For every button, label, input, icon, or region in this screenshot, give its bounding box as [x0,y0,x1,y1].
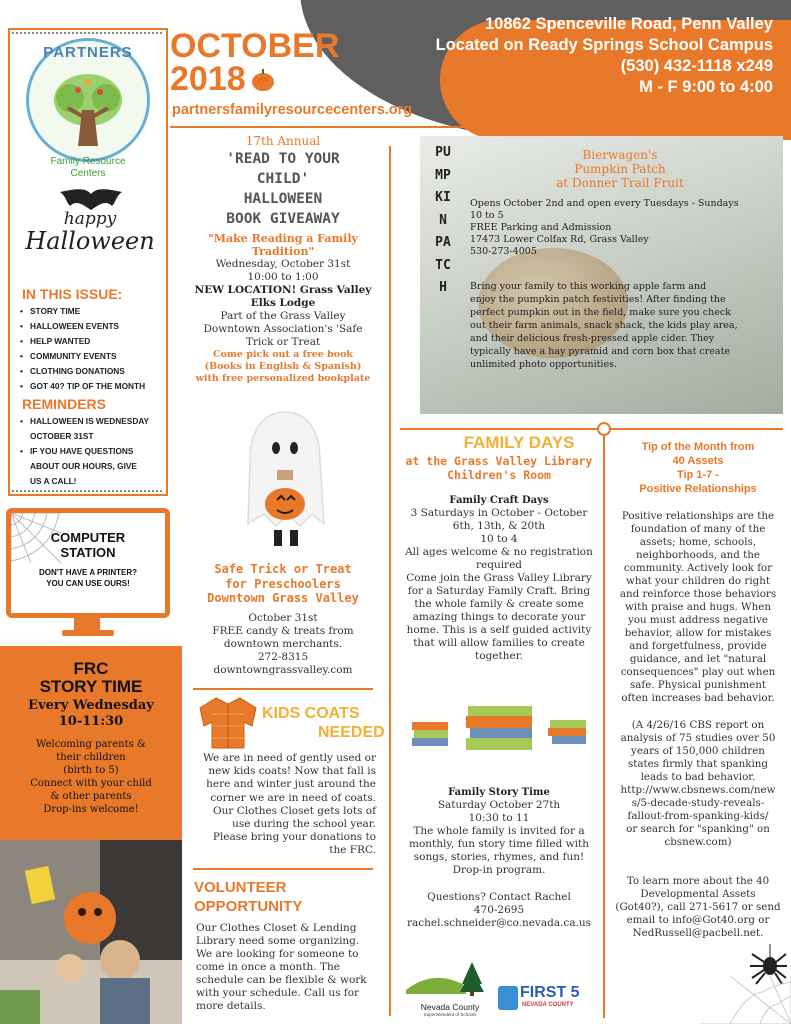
books-icon [408,700,590,760]
volunteer-body [196,922,380,1013]
coats-line: new kids coats! Now that fall is [208,765,376,778]
nevada-line1: Nevada County [420,1002,480,1012]
story-time-text [4,660,178,816]
spiderweb-corner-icon [700,976,791,1024]
story-when-line1: Every Wednesday [28,698,154,713]
volunteer-line: Library need some organizing. [196,935,360,947]
year-title: 2018 [170,60,246,98]
coats-title-line1: KIDS COATS [262,705,360,722]
divider-tip-top [611,428,783,430]
patch-desc-line: unlimited photo opportunities. [470,359,617,370]
hours: M - F 9:00 to 4:00 [639,78,773,96]
craft-heading: Family Craft Days [449,495,549,506]
coats-line: Our Clothes Closet gets lots of [213,804,376,817]
phone: (530) 432-1118 x249 [620,57,773,75]
tip-body-line: neighborhoods, and the [636,549,760,561]
logo-name-line1: Family Resource [50,156,126,167]
tip-report-line: leads to bad behavior. [640,771,756,783]
giveaway-title-line: HALLOWEEN [243,191,323,207]
patch-desc-line: typically have a hay pyramid and corn box that create [470,346,731,357]
giveaway-pickup-line: Come pick out a free book [212,349,353,360]
issue-item: • COMMUNITY EVENTS [18,349,164,364]
coats-title-line2: NEEDED [318,724,385,741]
address-line1: 10862 Spenceville Road, Penn Valley [485,15,773,33]
divider-mid [389,146,391,1016]
giveaway-location-line: NEW LOCATION! Grass Valley [194,284,372,296]
story-time-line: songs, stories, rhymes, and fun! [413,851,585,863]
tip-report-line: http://www.cbsnews.com/new [620,784,776,796]
halloween-text: Halloween [25,227,155,255]
tip-learn-line: email to info@Got40.org or [626,914,770,926]
first5-logo [498,984,582,1014]
giveaway-date: Wednesday, October 31st [215,258,351,270]
giveaway-pickup-line: (Books in English & Spanish) [204,361,362,372]
ghost-icon [240,408,330,558]
sidebar-dots-top [12,32,162,35]
tip-title-line: Positive Relationships [639,483,757,495]
story-time-photo [0,840,182,1024]
tip-learn-line: Developmental Assets [640,888,756,900]
giveaway-title-line: CHILD' [256,171,310,187]
tip-body-line: safe. Physical punishment [630,679,766,691]
first5-sub: NEVADA COUNTY [522,1002,574,1008]
craft-line: 10 to 4 [480,533,518,545]
pumpkin-patch-word: PUMPKIN PATCH [435,145,451,295]
tip-body-line: and forgetfulness, provide [629,640,767,652]
story-time-line: The whole family is invited for a [413,825,585,837]
tip-body-line: with praise and hugs. When [624,601,771,613]
story-time-heading: Family Story Time [448,787,550,798]
giveaway-part-line: Part of the Grass Valley [220,310,346,322]
coats-line: corner we are in need of coats. [210,791,376,804]
issue-item: • STORY TIME [18,304,164,319]
logo-arc-text: PARTNERS [43,44,133,61]
divider-coats-top [193,688,373,690]
logo-name [18,156,158,180]
volunteer-line: more details. [196,1000,266,1012]
patch-title-line: Bierwagen's [582,148,658,162]
craft-line: the whole family & create some [414,598,584,610]
tip-learn-line: To learn more about the 40 [626,875,770,887]
preschool-line: FREE candy & treats from [212,624,354,637]
craft-line: 6th, 13th, & 20th [452,520,546,532]
monitor-base [62,630,114,636]
giveaway-location-line: Elks Lodge [250,297,316,309]
pumpkin-patch-info [470,198,782,258]
reminder-item: • IF YOU HAVE QUESTIONS ABOUT OUR HOURS, GIVE US A CALL! [18,444,158,489]
tip-body-line: what your children do right [626,575,770,587]
family-days-sub-line: Children's Room [447,468,551,482]
preschool-line: downtown merchants. [223,637,343,650]
tip-title-line: Tip 1-7 - [677,469,719,481]
computer-sub-line1: DON'T HAVE A PRINTER? [38,568,138,577]
patch-info-line: 530-273-4005 [470,246,537,257]
tip-report-line: (A 4/26/16 CBS report on [631,719,765,731]
tip-report-line: or search for "spanking" on [626,823,770,835]
book-giveaway [190,134,376,385]
issue-item: • HELP WANTED [18,334,164,349]
divider-top [170,126,630,128]
patch-info-line: 17473 Lower Colfax Rd, Grass Valley [470,234,649,245]
tip-learn-line: (Got40?), call 271-5617 or send [615,901,781,913]
story-when-line2: 10-11:30 [58,714,124,729]
reminder-item: • HALLOWEEN IS WEDNESDAY OCTOBER 31ST [18,414,158,444]
story-line: their children [56,752,126,763]
logo-name-line2: Centers [70,168,106,179]
giveaway-part-line: Downtown Association's 'Safe [203,323,363,335]
coats-body [192,752,376,858]
pumpkin-patch-desc [470,280,782,371]
story-title-line1: FRC [73,659,109,678]
patch-info-line: Opens October 2nd and open every Tuesdays - Sundays [470,198,739,209]
story-time-line: Drop-in program. [452,864,546,876]
tip-of-month [612,440,784,940]
nevada-county-logo [404,960,496,1018]
craft-line: for a Saturday Family Craft. Bring [407,585,591,597]
preschool-line: downtowngrassvalley.com [213,663,353,676]
volunteer-line: We are looking for someone to [196,948,359,960]
coats-heading [262,704,385,742]
tip-report-line: s/5-decade-study-reveals- [631,797,765,809]
patch-desc-line: out their farm animals, snack shack, the kids play area, [470,320,738,331]
preschool-trick-or-treat [190,562,376,677]
volunteer-title-line2: OPPORTUNITY [194,898,303,915]
tip-body-line: guidance, and let "natural [629,653,767,665]
tip-report-line: years of 150,000 children [631,745,765,757]
volunteer-line: come in once a month. The [196,961,340,973]
preschool-line: October 31st [248,611,318,624]
tip-body-line: you must address negative [628,614,768,626]
coats-line: here and winter just around the [206,778,376,791]
reminders-heading: REMINDERS [22,396,107,412]
computer-station-text [16,530,160,589]
story-line: Drop-ins welcome! [43,804,139,815]
first5-icon [498,986,518,1010]
contact-line: 470-2695 [473,904,525,916]
craft-line: together. [475,650,523,662]
preschool-title-line: Downtown Grass Valley [207,591,359,605]
family-story-time [398,786,600,930]
tip-report-line: analysis of 75 studies over 50 [620,732,776,744]
tip-title-line: 40 Assets [672,455,724,467]
tip-body-line: often increases bad behavior. [621,692,775,704]
issue-date [170,27,340,98]
contact-block [373,14,773,98]
issue-list [18,304,164,394]
divider-family-top [400,428,597,430]
giveaway-title-line: 'READ TO YOUR [226,151,340,167]
address-line2: Located on Ready Springs School Campus [435,36,773,54]
happy-halloween [20,210,160,254]
volunteer-line: schedule can be flexible & work [196,974,367,986]
tip-body-line: consequences" play out when [620,666,776,678]
tip-body-line: Positive relationships are the [621,510,775,522]
craft-line: home. This is a self guided activity [406,624,592,636]
story-line: Welcoming parents & [36,739,146,750]
volunteer-title-line1: VOLUNTEER [194,879,287,896]
volunteer-heading [194,878,374,916]
contact-line: Questions? Contact Rachel [427,891,571,903]
patch-title-line: Pumpkin Patch [574,162,666,176]
computer-title-line1: COMPUTER [50,530,126,545]
volunteer-line: with your schedule. Call us for [196,987,360,999]
first5-text: FIRST 5 [520,984,580,1001]
coats-line: Please bring your donations to [212,831,376,844]
children-photo-icon [0,840,182,1024]
preschool-line: 272-8315 [257,650,309,663]
tree-icon [48,70,128,148]
craft-line: that will allow families to create [413,637,585,649]
family-days-title: FAMILY DAYS [463,433,575,452]
computer-title-line2: STATION [60,545,116,560]
giveaway-kicker: 17th Annual [245,134,321,148]
craft-line: required [475,559,523,571]
tip-body-line: behavior, allow for mistakes [624,627,772,639]
month-title: OCTOBER [170,27,340,65]
patch-desc-line: enjoy the pumpkin patch festivities! After finding the [470,294,726,305]
giveaway-title-line: BOOK GIVEAWAY [226,211,340,227]
pumpkin-icon [250,68,276,92]
divider-right [603,428,605,1018]
giveaway-slogan-line: "Make Reading a Family [208,232,358,245]
tip-title-line: Tip of the Month from [641,441,755,453]
volunteer-line: Our Clothes Closet & Lending [196,922,357,934]
tip-body-line: assets; home, schools, [639,536,757,548]
website-link[interactable]: partnersfamilyresourcecenters.org [172,102,413,118]
patch-title-line: at Donner Trail Fruit [556,176,684,190]
giveaway-time: 10:00 to 1:00 [247,271,319,283]
story-line: & other parents [50,791,132,802]
story-line: Connect with your child [30,778,152,789]
coat-icon [196,694,260,750]
coats-line: the FRC. [329,844,376,857]
reminder-list [18,414,158,489]
craft-line: 3 Saturdays in October - October [410,507,588,519]
contact-email-link[interactable]: rachel.schneider@co.nevada.ca.us [406,917,592,929]
giveaway-part-line: Trick or Treat [245,336,321,348]
story-time-line: Saturday October 27th [437,799,561,811]
story-time-line: monthly, fun story time filled with [409,838,589,850]
family-days-sub-line: at the Grass Valley Library [405,454,593,468]
giveaway-pickup-line: with free personalized bookplate [195,373,371,384]
tip-body-line: and reinforce those behaviors [619,588,777,600]
preschool-title-line: Safe Trick or Treat [214,562,352,576]
tip-body-line: foundation of many of the [630,523,766,535]
computer-sub-line2: YOU CAN USE OURS! [46,579,130,588]
coats-line: We are in need of gently used or [203,752,376,764]
patch-desc-line: perfect pumpkin out in the field, make sure you check [470,307,731,318]
story-time-line: 10:30 to 11 [468,812,530,824]
in-this-issue-heading: IN THIS ISSUE: [22,286,123,302]
issue-item: • CLOTHING DONATIONS [18,364,164,379]
tip-report-line: states firmly that spanking [627,758,768,770]
craft-line: amazing things to decorate your [412,611,586,623]
story-title-line2: STORY TIME [39,677,143,696]
patch-info-line: FREE Parking and Admission [470,222,612,233]
patch-desc-line: Bring your family to this working apple farm and [470,281,707,292]
nevada-line2: Superintendent of Schools [423,1012,477,1017]
tip-report-line: cbsnew.com) [664,836,732,848]
patch-desc-line: and their delicious fresh-pressed apple cider. They [470,333,715,344]
sidebar-dots-bottom [12,490,162,493]
issue-item: • HALLOWEEN EVENTS [18,319,164,334]
divider-volunteer-top [193,868,373,870]
preschool-title-line: for Preschoolers [225,576,341,591]
tip-body-line: community. Actively look for [623,562,773,574]
patch-info-line: 10 to 5 [470,210,504,221]
tip-report-line: fallout-from-spanking-kids/ [627,810,769,822]
happy-text: happy [63,209,117,229]
tip-learn-line: NedRussell@pacbell.net. [632,927,764,939]
craft-line: All ages welcome & no registration [405,546,593,558]
coats-line: use during the school year. [232,818,376,831]
giveaway-slogan-line: Tradition" [251,245,315,258]
pumpkin-patch-vertical [433,142,453,300]
pumpkin-patch-title [470,148,770,190]
family-days [398,432,600,663]
nevada-county-icon [404,960,496,998]
craft-line: Come join the Grass Valley Library [406,572,592,584]
issue-item: • GOT 40? TIP OF THE MONTH [18,379,164,394]
story-line: (birth to 5) [63,765,119,776]
